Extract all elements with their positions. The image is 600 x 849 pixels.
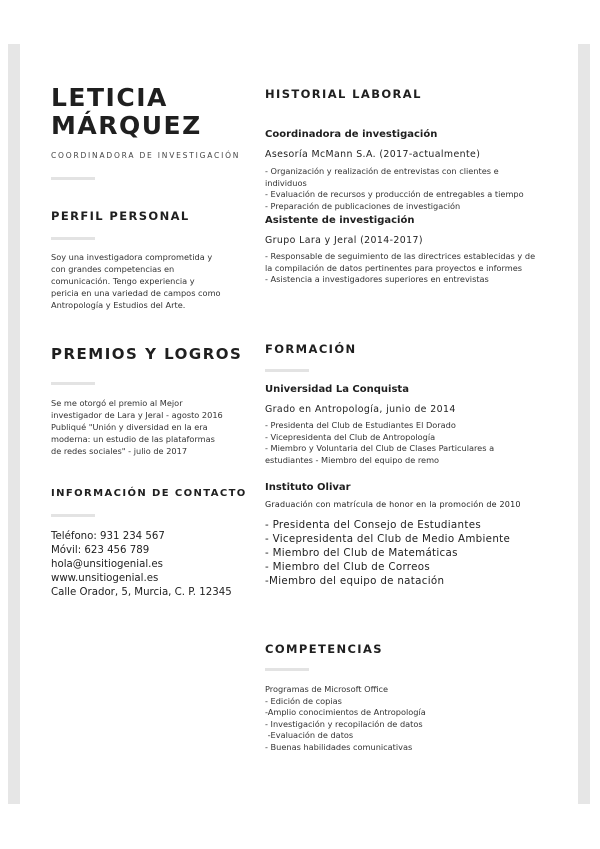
job-title-1: Coordinadora de investigación — [265, 129, 438, 140]
duty-line: - Evaluación de recursos y producción de entregables a tiempo — [265, 189, 524, 200]
skill-line: Programas de Microsoft Office — [265, 684, 389, 694]
name-last: MÁRQUEZ — [51, 111, 202, 140]
divider — [51, 514, 95, 517]
activity-line: - Presidenta del Consejo de Estudiantes — [265, 519, 482, 531]
contact-email: hola@unsitiogenial.es — [51, 559, 163, 570]
activity-line: - Presidenta del Club de Estudiantes El Dorado — [265, 420, 456, 430]
duty-line: - Responsable de seguimiento de las directrices establecidas y de — [265, 251, 536, 261]
profile-line: pericia en una variedad de campos como — [51, 288, 221, 298]
activity-line: - Vicepresidenta del Club de Medio Ambiente — [265, 533, 511, 545]
divider — [51, 237, 95, 240]
activity-line: - Miembro y Voluntaria del Club de Clases Particulares a — [265, 443, 495, 454]
school-activities-1 — [265, 420, 494, 466]
awards-line: Se me otorgó el premio al Mejor — [51, 398, 183, 408]
left-margin-bar — [8, 44, 20, 804]
duty-line: - Organización y realización de entrevistas con clientes e — [265, 166, 499, 176]
skill-line: - Buenas habilidades comunicativas — [265, 741, 413, 752]
profile-line: con grandes competencias en — [51, 264, 175, 274]
profile-text — [51, 251, 221, 311]
activity-line: estudiantes - Miembro del equipo de remo — [265, 454, 440, 465]
duty-line: - Asistencia a investigadores superiores en entrevistas — [265, 274, 489, 285]
contact-heading: INFORMACIÓN DE CONTACTO — [51, 488, 247, 499]
job-org-1: Asesoría McMann S.A. (2017-actualmente) — [265, 149, 481, 160]
awards-line: moderna: un estudio de las plataformas — [51, 434, 215, 444]
job-title-2: Asistente de investigación — [265, 215, 415, 226]
contact-phone: Teléfono: 931 234 567 — [51, 531, 165, 542]
profile-heading: PERFIL PERSONAL — [51, 209, 190, 223]
divider — [265, 369, 309, 372]
job-duties-1 — [265, 166, 524, 212]
education-heading: FORMACIÓN — [265, 342, 357, 356]
school-activities-2 — [265, 518, 510, 588]
profile-line: Antropología y Estudios del Arte. — [51, 300, 186, 310]
skills-list — [265, 684, 426, 754]
divider — [265, 668, 309, 671]
duty-line: la compilación de datos pertinentes para proyectos e informes — [265, 262, 523, 273]
divider — [51, 382, 95, 385]
divider — [51, 177, 95, 180]
skill-line: - Investigación y recopilación de datos — [265, 718, 423, 729]
contact-address: Calle Orador, 5, Murcia, C. P. 12345 — [51, 587, 232, 598]
awards-line: Publiqué "Unión y diversidad en la era — [51, 422, 208, 432]
school-degree-1: Grado en Antropología, junio de 2014 — [265, 404, 456, 415]
duty-line: individuos — [265, 177, 307, 188]
person-name — [51, 84, 202, 140]
right-margin-bar — [578, 44, 590, 804]
awards-line: de redes sociales" - julio de 2017 — [51, 446, 188, 456]
activity-line: -Miembro del equipo de natación — [265, 575, 445, 587]
school-title-2: Instituto Olivar — [265, 482, 351, 493]
skills-heading: COMPETENCIAS — [265, 642, 383, 656]
contact-mobile: Móvil: 623 456 789 — [51, 545, 150, 556]
name-first: LETICIA — [51, 83, 168, 112]
skill-line: -Evaluación de datos — [265, 730, 354, 741]
profile-line: comunicación. Tengo experiencia y — [51, 276, 195, 286]
activity-line: - Vicepresidenta del Club de Antropología — [265, 431, 436, 442]
awards-text — [51, 397, 223, 457]
activity-line: - Miembro del Club de Correos — [265, 561, 430, 573]
awards-heading: PREMIOS Y LOGROS — [51, 345, 243, 363]
job-title: COORDINADORA DE INVESTIGACIÓN — [51, 151, 241, 160]
skill-line: -Amplio conocimientos de Antropología — [265, 707, 426, 718]
job-org-2: Grupo Lara y Jeral (2014-2017) — [265, 235, 423, 246]
duty-line: - Preparación de publicaciones de investigación — [265, 200, 461, 211]
awards-line: investigador de Lara y Jeral - agosto 2016 — [51, 410, 223, 420]
work-heading: HISTORIAL LABORAL — [265, 87, 422, 101]
school-title-1: Universidad La Conquista — [265, 384, 409, 395]
contact-info — [51, 530, 232, 600]
profile-line: Soy una investigadora comprometida y — [51, 252, 213, 262]
skill-line: - Edición de copias — [265, 695, 342, 706]
job-duties-2 — [265, 251, 535, 286]
activity-line: - Miembro del Club de Matemáticas — [265, 547, 458, 559]
contact-website: www.unsitiogenial.es — [51, 573, 159, 584]
school-degree-2: Graduación con matrícula de honor en la promoción de 2010 — [265, 500, 521, 509]
